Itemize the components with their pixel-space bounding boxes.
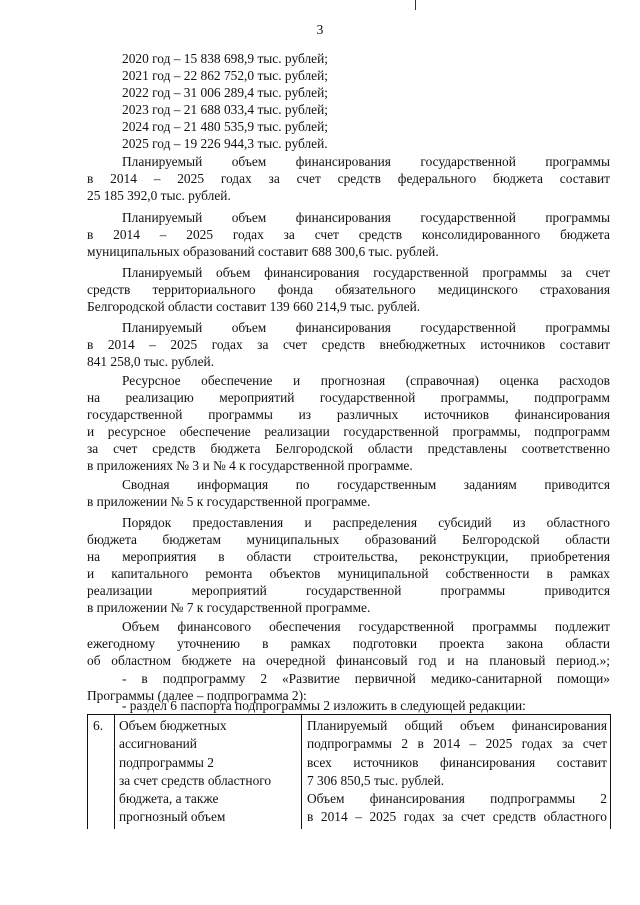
resource-provision-paragraph-line: государственной программы из различных источников финансирования (87, 407, 610, 422)
annual-refinement-paragraph-line: ежегодному уточнению в рамках подготовки проекта закона области (87, 636, 610, 651)
funding-year-line: 2025 год – 19 226 944,3 тыс. рублей. (122, 136, 328, 151)
table-right-cell (307, 717, 607, 827)
insurance-fund-paragraph-line: Планируемый объем финансирования государственной программы за счет (122, 265, 610, 280)
table-right-cell-line: всех источников финансирования составит (307, 754, 607, 770)
subsidies-paragraph-line: Порядок предоставления и распределения субсидий из областного (122, 515, 610, 530)
subsidies-paragraph-line: на мероприятия в области строительства, реконструкции, приобретения (87, 549, 610, 564)
table-left-cell (119, 717, 299, 827)
scan-mark (415, 0, 416, 10)
table-top-border (87, 714, 611, 715)
table-left-cell-line: ассигнований (119, 736, 197, 752)
subsidies-paragraph-line: реализации мероприятий государственной программы приводится (87, 583, 610, 598)
subprogram-amendment-line: Программы (далее – подпрограмма 2): (87, 688, 307, 703)
subsidies-paragraph-line: и капитального ремонта объектов муниципальной собственности в рамках (87, 566, 610, 581)
section-amendment-line: - раздел 6 паспорта подпрограммы 2 изложить в следующей редакции: (122, 698, 526, 713)
resource-provision-paragraph-line: и ресурсное обеспечение реализации государственной программы, подпрограмм (87, 424, 610, 439)
page-number: 3 (316, 22, 324, 37)
extrabudgetary-paragraph-line: 841 258,0 тыс. рублей. (87, 354, 215, 369)
state-tasks-paragraph-line: в приложении № 5 к государственной программе. (87, 494, 371, 509)
resource-provision-paragraph-line: на реализацию мероприятий государственной программы, подпрограмм (87, 390, 610, 405)
table-left-cell-line: за счет средств областного (119, 772, 272, 788)
table-column-divider (301, 714, 302, 829)
table-left-border (87, 714, 88, 829)
municipal-budget-paragraph-line: Планируемый объем финансирования государственной программы (122, 210, 610, 225)
table-left-cell-line: Объем бюджетных (119, 718, 227, 733)
table-left-cell-line: бюджета, а также (119, 791, 219, 807)
table-right-cell-line: Планируемый общий объем финансирования (307, 718, 607, 733)
passport-table (87, 714, 611, 829)
annual-refinement-paragraph-line: Объем финансового обеспечения государственной программы подлежит (122, 619, 610, 634)
state-tasks-paragraph-line: Сводная информация по государственным заданиям приводится (122, 477, 610, 492)
extrabudgetary-paragraph-line: Планируемый объем финансирования государственной программы (122, 320, 610, 335)
subsidies-paragraph-line: в приложении № 7 к государственной программе. (87, 600, 371, 615)
table-row-number: 6. (93, 718, 104, 733)
funding-year-line: 2022 год – 31 006 289,4 тыс. рублей; (122, 85, 328, 100)
federal-budget-paragraph-line: 25 185 392,0 тыс. рублей. (87, 188, 231, 203)
table-left-cell-line: подпрограммы 2 (119, 754, 214, 770)
municipal-budget-paragraph-line: муниципальных образований составит 688 300,6 тыс. рублей. (87, 244, 439, 259)
federal-budget-paragraph-line: Планируемый объем финансирования государственной программы (122, 154, 610, 169)
funding-year-line: 2023 год – 21 688 033,4 тыс. рублей; (122, 102, 328, 117)
table-right-cell-line: в 2014 – 2025 годах за счет средств областного (307, 809, 607, 825)
insurance-fund-paragraph-line: Белгородской области составит 139 660 214,9 тыс. рублей. (87, 299, 421, 314)
table-left-cell-line: прогнозный объем (119, 809, 226, 825)
annual-refinement-paragraph-line: об областном бюджете на очередной финансовый год и на плановый период.»; (87, 653, 610, 668)
resource-provision-paragraph-line: Ресурсное обеспечение и прогнозная (справочная) оценка расходов (122, 373, 610, 388)
insurance-fund-paragraph-line: средств территориального фонда обязательного медицинского страхования (87, 282, 610, 297)
subsidies-paragraph-line: бюджета бюджетам муниципальных образований Белгородской области (87, 532, 610, 547)
table-right-cell-line: 7 306 850,5 тыс. рублей. (307, 772, 445, 788)
funding-year-line: 2021 год – 22 862 752,0 тыс. рублей; (122, 68, 328, 83)
table-column-divider (114, 714, 115, 829)
resource-provision-paragraph-line: за счет средств бюджета Белгородской области представлены соответственно (87, 441, 610, 456)
funding-year-line: 2020 год – 15 838 698,9 тыс. рублей; (122, 51, 328, 66)
federal-budget-paragraph-line: в 2014 – 2025 годах за счет средств федерального бюджета составит (87, 171, 610, 186)
municipal-budget-paragraph-line: в 2014 – 2025 годах за счет средств консолидированного бюджета (87, 227, 610, 242)
table-right-border (610, 714, 611, 829)
subprogram-amendment-line: - в подпрограмму 2 «Развитие первичной медико-санитарной помощи» (122, 671, 610, 686)
extrabudgetary-paragraph-line: в 2014 – 2025 годах за счет средств внебюджетных источников составит (87, 337, 610, 352)
funding-year-line: 2024 год – 21 480 535,9 тыс. рублей; (122, 119, 328, 134)
resource-provision-paragraph-line: в приложениях № 3 и № 4 к государственной программе. (87, 458, 413, 473)
table-right-cell-line: Объем финансирования подпрограммы 2 (307, 791, 607, 807)
table-right-cell-line: подпрограммы 2 в 2014 – 2025 годах за счет (307, 736, 607, 752)
